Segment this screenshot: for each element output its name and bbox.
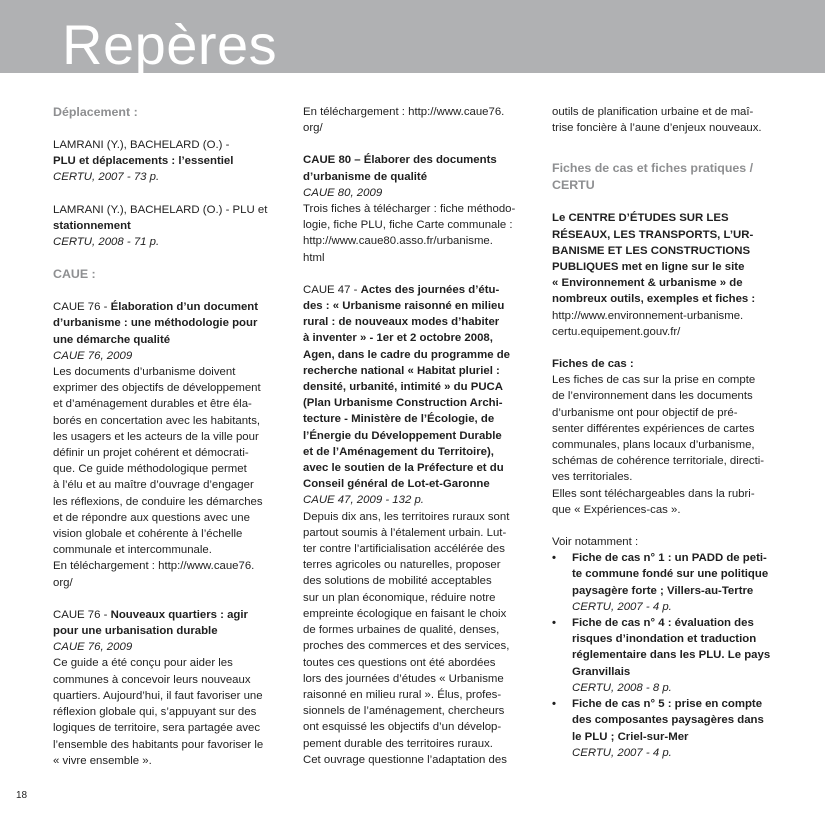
body-line: Elles sont téléchargeables dans la rubri-: [552, 487, 755, 500]
reference-authors: LAMRANI (Y.), BACHELARD (O.) -: [53, 139, 230, 151]
bullet-line: Granvillais: [572, 665, 631, 678]
bullet-line: le PLU ; Criel-sur-Mer: [572, 730, 689, 743]
reference-title: PLU et déplacements : l’essentiel: [53, 155, 234, 168]
reference-title: recherche national « Habitat pluriel :: [303, 364, 500, 377]
certu-intro-line: BANISME ET LES CONSTRUCTIONS: [552, 244, 751, 257]
body-line: logie, fiche PLU, fiche Carte communale :: [303, 219, 513, 232]
reference-authors: LAMRANI (Y.), BACHELARD (O.) - PLU et: [53, 203, 268, 216]
body-line: Ce guide a été conçu pour aider les: [53, 657, 233, 670]
header-band: [0, 0, 825, 76]
fiches-cas-label: Fiches de cas :: [552, 358, 634, 371]
body-line: l’ensemble des habitants pour favoriser le: [53, 738, 264, 751]
body-line: définir un projet cohérent et démocrati-: [53, 447, 249, 460]
reference-title: densité, urbanité, intimité » du PUCA: [303, 381, 503, 394]
body-line: proches des commerces et des services,: [303, 640, 510, 653]
body-line: que « Expériences-cas ».: [552, 503, 681, 516]
reference-title: et de l’Aménagement du Territoire),: [303, 445, 494, 458]
section-heading-deplacement: Déplacement :: [53, 105, 138, 119]
bullet-line: Fiche de cas n° 4 : évaluation des: [572, 617, 754, 630]
certu-intro-line: RÉSEAUX, LES TRANSPORTS, L’UR-: [552, 228, 754, 241]
download-link[interactable]: org/: [53, 576, 73, 589]
body-line: Trois fiches à télécharger : fiche méthodo-: [303, 203, 516, 216]
certu-intro-line: nombreux outils, exemples et fiches :: [552, 293, 756, 306]
body-line: « vivre ensemble ».: [53, 754, 152, 767]
body-line: trise foncière à l’aune d’enjeux nouveaux.: [552, 122, 762, 135]
body-line: sionnels de l’aménagement, chercheurs: [303, 705, 505, 718]
download-link[interactable]: http://www.caue80.asso.fr/urbanisme.: [303, 235, 493, 248]
reference-source: CERTU, 2007 - 73 p.: [53, 171, 160, 184]
certu-intro-line: Le CENTRE D’ÉTUDES SUR LES: [552, 212, 729, 225]
body-line: ont esquissé les objectifs d’un dévelop-: [303, 721, 502, 734]
reference-title: Actes des journées d’étu-: [360, 283, 500, 296]
section-heading-fiches: CERTU: [552, 178, 595, 193]
reference-title: tecture - Ministère de l’Écologie, de: [303, 413, 495, 426]
reference-source: CERTU, 2008 - 8 p.: [572, 681, 672, 694]
reference-title: Conseil général de Lot-et-Garonne: [303, 478, 490, 491]
body-line: communales, plans locaux d’urbanisme,: [552, 439, 755, 452]
reference-source: CERTU, 2007 - 4 p.: [572, 600, 672, 613]
body-line: communes à concevoir leurs nouveaux: [53, 673, 251, 686]
body-line: senter différentes expériences de cartes: [552, 422, 755, 435]
column-2: [303, 104, 541, 768]
reference-title: Nouveaux quartiers : agir: [110, 608, 248, 621]
reference-org: CAUE 76 -: [53, 608, 111, 621]
body-line: réflexion globale qui, s’appuyant sur des: [53, 706, 257, 719]
body-line: outils de planification urbaine et de maî-: [552, 106, 754, 118]
body-line: les réflexions, de conduire les démarches: [53, 495, 263, 508]
reference-title: (Plan Urbanisme Construction Archi-: [303, 397, 503, 410]
reference-title: Élaboration d’un document: [110, 301, 259, 314]
body-line: quartiers. Aujourd’hui, il faut favoriser une: [53, 689, 263, 702]
page-number: 18: [16, 790, 28, 801]
bullet-line: réglementaire dans les PLU. Le pays: [572, 649, 771, 662]
body-line: sur un plan économique, réduire notre: [303, 591, 496, 604]
reference-title: avec le soutien de la Préfecture et du: [303, 462, 504, 475]
reference-org: CAUE 76 -: [53, 301, 111, 314]
body-line: d’urbanisme ont pour objectif de pré-: [552, 406, 738, 419]
body-line: pement durable des territoires ruraux.: [303, 737, 493, 750]
certu-url[interactable]: certu.equipement.gouv.fr/: [552, 325, 681, 338]
reference-title-line: [53, 299, 293, 315]
reference-title: pour une urbanisation durable: [53, 625, 218, 638]
body-line: de l’environnement dans les documents: [552, 390, 753, 403]
body-line: à l’élu et au maître d’ouvrage d’engager: [53, 479, 254, 492]
reference-title: Agen, dans le cadre du programme de: [303, 348, 510, 361]
section-heading-fiches: Fiches de cas et fiches pratiques /: [552, 161, 754, 176]
body-line: ter contre l’artificialisation accélérée des: [303, 543, 505, 556]
body-line: exprimer des objectifs de développement: [53, 382, 261, 395]
body-line: logiques de territoire, sera partagée avec: [53, 722, 261, 735]
body-line: et de répondre aux questions avec une: [53, 511, 250, 524]
reference-title: d’urbanisme : une méthodologie pour: [53, 317, 258, 330]
download-link[interactable]: org/: [303, 122, 323, 135]
body-line: communale et intercommunale.: [53, 544, 212, 557]
download-link[interactable]: En téléchargement : http://www.caue76.: [303, 106, 505, 118]
body-line: raisonné en milieu rural ». Élus, profes-: [303, 688, 502, 701]
bullet-icon: •: [552, 552, 556, 565]
reference-title: à inventer » - 1er et 2 octobre 2008,: [303, 332, 493, 345]
list-item: [552, 696, 792, 761]
reference-title: une démarche qualité: [53, 333, 171, 346]
body-line: Cet ouvrage questionne l’adaptation des: [303, 753, 507, 766]
reference-source: CAUE 76, 2009: [53, 641, 133, 654]
section-heading-caue: CAUE :: [53, 267, 96, 282]
reference-title: des : « Urbanisme raisonné en milieu: [303, 300, 505, 313]
body-line: que. Ce guide méthodologique permet: [53, 463, 247, 476]
body-line: terres agricoles ou naturelles, proposer: [303, 559, 501, 572]
reference-title: l’Énergie du Développement Durable: [303, 429, 502, 442]
certu-intro-line: « Environnement & urbanisme » de: [552, 277, 743, 290]
reference-source: CAUE 80, 2009: [303, 186, 383, 199]
reference-title: stationnement: [53, 219, 131, 232]
body-line: schémas de cohérence territoriale, directi-: [552, 455, 765, 468]
reference-source: CAUE 76, 2009: [53, 349, 133, 362]
download-link[interactable]: En téléchargement : http://www.caue76.: [53, 560, 255, 573]
bullet-line: Fiche de cas n° 1 : un PADD de peti-: [572, 552, 767, 565]
download-link[interactable]: html: [303, 251, 325, 264]
reference-title: CAUE 80 – Élaborer des documents: [303, 154, 497, 167]
page-title: Repères: [62, 13, 278, 76]
bullet-line: te commune fondé sur une politique: [572, 568, 769, 581]
bullet-icon: •: [552, 617, 556, 630]
body-line: ves territoriales.: [552, 471, 633, 484]
reference-title: rural : de nouveaux modes d’habiter: [303, 316, 500, 329]
body-line: Les fiches de cas sur la prise en compte: [552, 374, 756, 387]
body-line: et d’aménagement durables et être éla-: [53, 398, 252, 411]
body-line: Depuis dix ans, les territoires ruraux sont: [303, 510, 510, 523]
reference-source: CERTU, 2007 - 4 p.: [572, 746, 672, 759]
certu-intro-line: PUBLIQUES met en ligne sur le site: [552, 261, 745, 274]
body-line: empreinte écologique en faisant le choix: [303, 607, 507, 620]
certu-url[interactable]: http://www.environnement-urbanisme.: [552, 309, 744, 322]
column-1: [53, 104, 293, 769]
reference-title: d’urbanisme de qualité: [303, 170, 428, 183]
bullet-line: risques d’inondation et traduction: [572, 633, 757, 646]
body-line: toutes ces questions ont été abordées: [303, 656, 496, 669]
reference-org: CAUE 47 -: [303, 283, 361, 296]
voir-label: Voir notamment :: [552, 536, 639, 549]
reference-source: CAUE 47, 2009 - 132 p.: [303, 494, 424, 507]
body-line: les usagers et les acteurs de la ville pour: [53, 430, 259, 443]
body-line: borés en concertation avec les habitants,: [53, 414, 261, 427]
body-line: des solutions de mobilité acceptables: [303, 575, 492, 588]
reference-source: CERTU, 2008 - 71 p.: [53, 236, 160, 249]
body-line: Les documents d’urbanisme doivent: [53, 366, 236, 379]
reference-title-line: [53, 607, 293, 623]
body-line: partout soumis à l’étalement urbain. Lut-: [303, 526, 507, 539]
list-item: [552, 550, 792, 615]
bullet-line: paysagère forte ; Villers-au-Tertre: [572, 584, 754, 597]
body-line: de formes urbaines de qualité, denses,: [303, 624, 500, 637]
body-line: lors des journées d’études « Urbanisme: [303, 672, 504, 685]
bullet-icon: •: [552, 698, 556, 711]
bullet-line: des composantes paysagères dans: [572, 714, 764, 727]
body-line: vision globale et cohérente à l’échelle: [53, 528, 243, 541]
reference-title-line: [303, 282, 541, 298]
column-3: [552, 104, 792, 761]
list-item: [552, 615, 792, 696]
bullet-line: Fiche de cas n° 5 : prise en compte: [572, 698, 763, 711]
